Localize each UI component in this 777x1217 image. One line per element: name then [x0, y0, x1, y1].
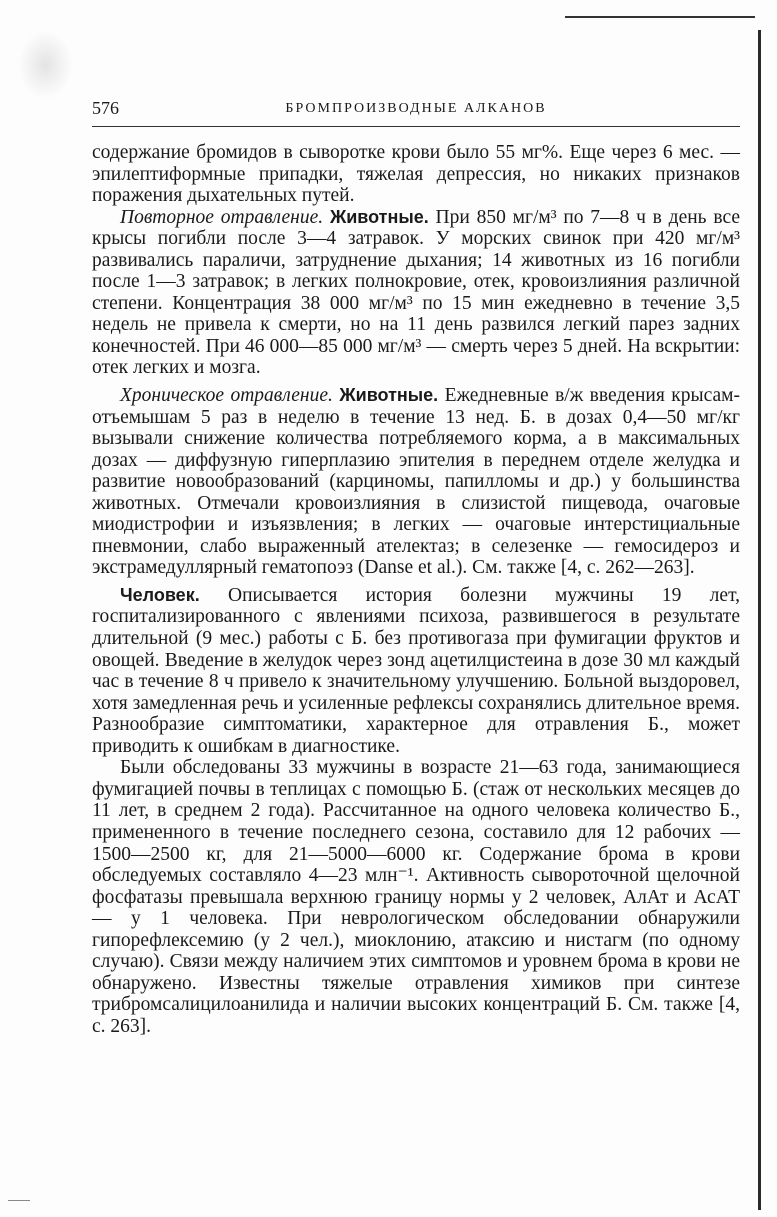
subject-label: Животные.	[329, 206, 429, 227]
body-text	[92, 142, 740, 1037]
paragraph-repeated-poisoning	[92, 207, 740, 379]
subject-label: Животные.	[339, 385, 439, 406]
paragraph-continuation	[92, 142, 740, 207]
paragraph-text: содержание бромидов в сыворотке крови было 55 мг%. Еще через 6 мес. — эпилептиформные припадки, тяжелая депрессия, но никаких признаков поражения дыхательных путей.	[92, 142, 740, 207]
subject-label: Человек.	[120, 584, 200, 605]
running-title: БРОМПРОИЗВОДНЫЕ АЛКАНОВ	[285, 101, 547, 116]
paragraph-survey	[92, 757, 740, 1037]
scan-mark	[8, 1200, 30, 1201]
section-title: Хроническое отравление.	[120, 385, 333, 407]
top-edge-line	[565, 16, 755, 18]
paragraph-human	[92, 585, 740, 757]
page-number: 576	[92, 98, 119, 118]
paragraph-text: Описывается история болезни мужчины 19 лет, госпитализированного с явлениями психоза, развившегося в результате длительной (9 мес.) работы с Б. без противогаза при фумигации фруктов и овощей. Введение в желудок через зонд ацетилцистеина в дозе 30 мл каждый час в течение 8 ч привело к значительному улучшению. Больной выздоровел, хотя замедленная речь и усиленные рефлексы сохранялись длительное время. Разнообразие симптоматики, характерное для отравления Б., может приводить к ошибкам в диагностике.	[92, 584, 740, 757]
paragraph-text: Были обследованы 33 мужчины в возрасте 21—63 года, занимающиеся фумигацией почвы в теплицах с помощью Б. (стаж от нескольких месяцев до 11 лет, в среднем 2 года). Рассчитанное на одного человека количество Б., примененного в течение последнего сезона, составило для 12 рабочих — 1500—2500 кг, для 21—5000—6000 кг. Содержание брома в крови обследуемых составляло 4—23 млн⁻¹. Активность сывороточной щелочной фосфатазы превышала верхнюю границу нормы у 2 человек, АлАт и АсАТ — у 1 человека. При неврологическом обследовании обнаружили гипорефлексемию (у 2 чел.), миоклонию, атаксию и нистагм (по одному случаю). Связи между наличием этих симптомов и уровнем брома в крови не обнаружено. Известны тяжелые отравления химиков при синтезе трибромсалицилоанилида и наличии высоких концентраций Б. См. также [4, с. 263].	[92, 757, 740, 1037]
paragraph-text: При 850 мг/м³ по 7—8 ч в день все крысы погибли после 3—4 затравок. У морских свинок при 420 мг/м³ развивались параличи, затруднение дыхания; 14 животных из 16 погибли после 1—3 затравок; в легких полнокровие, отек, кровоизлияния различной степени. Концентрация 38 000 мг/м³ по 15 мин ежедневно в течение 3,5 недель не привела к смерти, но на 11 день развился легкий парез задних конечностей. При 46 000—85 000 мг/м³ — смерть через 5 дней. На вскрытии: отек легких и мозга.	[92, 206, 741, 379]
page-edge-shadow	[758, 30, 761, 1210]
paragraph-text: Ежедневные в/ж введения крысам-отъемышам 5 раз в неделю в течение 13 нед. Б. в дозах 0,4—50 мг/кг вызывали снижение количества потребляемого корма, а в максимальных дозах — диффузную гиперплазию эпителия в переднем отделе желудка и развитие новообразований (карциномы, папилломы и др.) у большинства животных. Отмечали кровоизлияния в слизистой пищевода, очаговые миодистрофии и изъязвления; в легких — очаговые интерстициальные пневмонии, слабо выраженный ателектаз; в селезенке — гемосидероз и экстрамедуллярный гематопоэз (Danse et al.). См. также [4, с. 262—263].	[92, 385, 741, 579]
page-header	[92, 96, 740, 127]
scan-smudge	[18, 30, 73, 100]
paragraph-chronic-poisoning	[92, 385, 740, 579]
section-title: Повторное отравление.	[120, 206, 324, 228]
